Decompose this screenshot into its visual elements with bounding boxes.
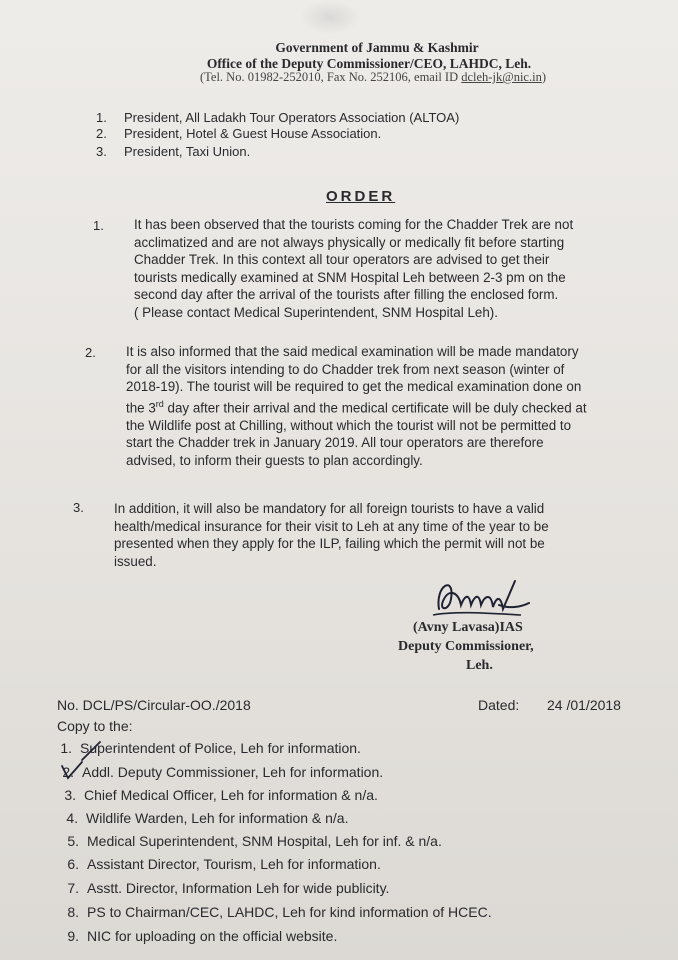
- paragraph-2: [126, 343, 640, 470]
- copy-item-1: 1. Superintendent of Police, Leh for information.: [60, 740, 361, 756]
- header-office: Office of the Deputy Commissioner/CEO, LAHDC, Leh.: [206, 56, 532, 71]
- paragraph-line: advised, to inform their guests to plan accordingly.: [126, 453, 423, 469]
- signatory-title: Deputy Commissioner,: [398, 639, 534, 654]
- paragraph-3-number: 3.: [73, 500, 84, 515]
- header-contact: (Tel. No. 01982-252010, Fax No. 252106, email ID dcleh-jk@nic.in): [199, 70, 546, 84]
- copy-item-2: 2. Addl. Deputy Commissioner, Leh for information.: [62, 764, 384, 780]
- paragraph-line: the 3rd day after their arrival and the medical certificate will be duly checked at: [126, 398, 587, 416]
- paragraph-line: tourists medically examined at SNM Hospital Leh between 2-3 pm on the: [134, 269, 566, 285]
- copy-item-6: 6. Assistant Director, Tourism, Leh for information.: [67, 856, 381, 872]
- paragraph-1-number: 1.: [93, 218, 104, 233]
- order-heading: ORDER: [326, 188, 396, 205]
- email-link[interactable]: dcleh-jk@nic.in: [461, 70, 542, 84]
- copy-item-4: 4. Wildlife Warden, Leh for information & n/a.: [66, 810, 349, 826]
- copy-item-9: 9. NIC for uploading on the official website.: [67, 928, 338, 944]
- emblem-watermark: [300, 0, 360, 34]
- paragraph-line: It has been observed that the tourists coming for the Chadder Trek are not: [134, 217, 574, 232]
- paragraph-line: acclimatized and are not always physically or medically fit before starting: [134, 234, 565, 250]
- paragraph-line: It is also informed that the said medical examination will be made mandatory: [126, 344, 579, 359]
- reference-number: No. DCL/PS/Circular-OO./2018: [57, 697, 251, 713]
- paragraph-line: ( Please contact Medical Superintendent, SNM Hospital Leh).: [134, 304, 498, 320]
- addressee-1: 1. President, All Ladakh Tour Operators Association (ALTOA): [96, 110, 460, 125]
- paragraph-1: [134, 216, 634, 322]
- paragraph-3: [114, 500, 650, 570]
- paragraph-2-number: 2.: [85, 345, 96, 360]
- paragraph-line: start the Chadder trek in January 2019. All tour operators are therefore: [126, 435, 544, 451]
- handwritten-signature: [425, 565, 535, 625]
- copy-item-3: 3. Chief Medical Officer, Leh for information & n/a.: [64, 787, 378, 803]
- addressee-2: 2. President, Hotel & Guest House Association.: [96, 126, 382, 141]
- signatory-place: Leh.: [466, 658, 493, 673]
- copy-to-label: Copy to the:: [57, 718, 133, 734]
- paragraph-line: the Wildlife post at Chilling, without which the tourist will not be permitted to: [126, 417, 572, 433]
- paragraph-line: Chadder Trek. In this context all tour operators are advised to get their: [134, 252, 550, 268]
- copy-item-5: 5. Medical Superintendent, SNM Hospital, Leh for inf. & n/a.: [67, 833, 442, 849]
- paragraph-line: second day after the arrival of the tourists after filling the enclosed form.: [134, 287, 559, 303]
- paragraph-line: health/medical insurance for their visit to Leh at any time of the year to be: [114, 518, 549, 534]
- header-government: Government of Jammu & Kashmir: [275, 40, 479, 55]
- paragraph-line: In addition, it will also be mandatory for all foreign tourists to have a valid: [114, 501, 545, 516]
- signatory-name: (Avny Lavasa)IAS: [413, 620, 523, 635]
- addressee-3: 3. President, Taxi Union.: [96, 144, 251, 159]
- paragraph-line: presented when they apply for the ILP, failing which the permit will not be: [114, 536, 545, 552]
- paragraph-line: for all the visitors intending to do Chadder trek from next season (winter of: [126, 361, 565, 377]
- check-mark-icon: [60, 738, 120, 784]
- copy-item-8: 8. PS to Chairman/CEC, LAHDC, Leh for kind information of HCEC.: [67, 904, 492, 920]
- copy-item-7: 7. Asstt. Director, Information Leh for wide publicity.: [67, 880, 390, 896]
- paragraph-line: 2018-19). The tourist will be required to get the medical examination done on: [126, 379, 582, 395]
- paragraph-line: issued.: [114, 553, 157, 569]
- dated-value: 24 /01/2018: [547, 697, 621, 713]
- dated-label: Dated:: [478, 697, 520, 713]
